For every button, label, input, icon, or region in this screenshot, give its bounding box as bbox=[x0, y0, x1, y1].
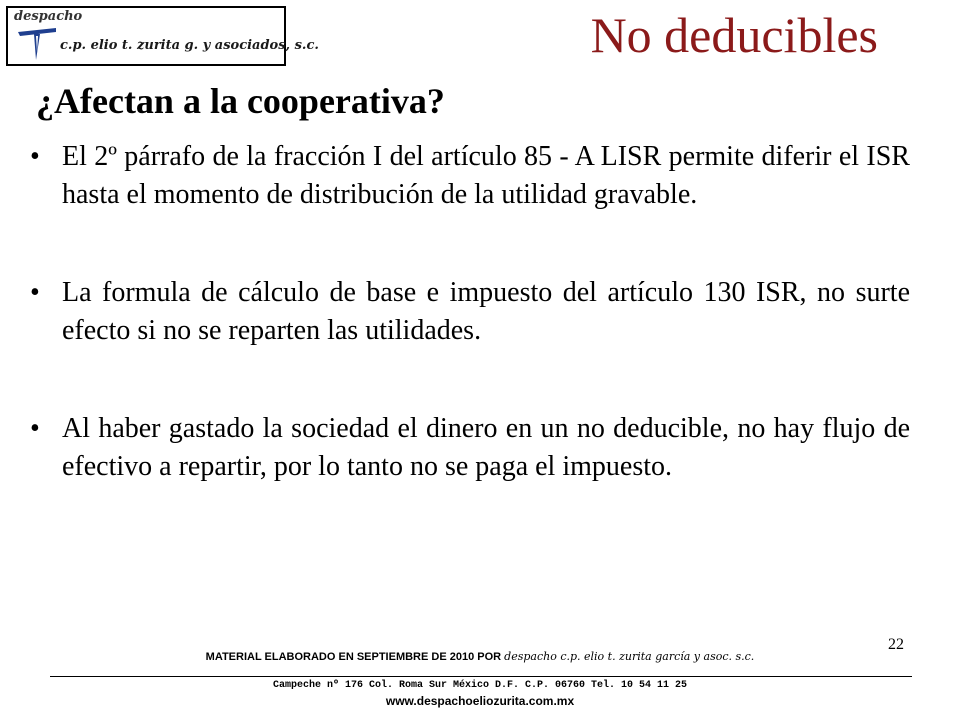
logo-firm-name: c.p. elio t. zurita g. y asociados, s.c. bbox=[60, 38, 319, 53]
footer-credit-firm: despacho c.p. elio t. zurita garcía y asoc. s.c. bbox=[504, 650, 755, 663]
bullet-list bbox=[30, 138, 910, 546]
footer-credit bbox=[0, 650, 960, 663]
bullet-marker: • bbox=[30, 277, 40, 308]
bullet-text: El 2º párrafo de la fracción I del artículo 85 - A LISR permite diferir el ISR hasta el momento de distribución de la utilidad gravable. bbox=[62, 141, 910, 210]
bullet-text: Al haber gastado la sociedad el dinero en un no deducible, no hay flujo de efectivo a repartir, por lo tanto no se paga el impuesto. bbox=[62, 413, 910, 482]
logo-emblem-icon bbox=[16, 26, 60, 62]
company-logo bbox=[6, 6, 319, 66]
bullet-item bbox=[30, 274, 910, 350]
slide-subtitle: ¿Afectan a la cooperativa? bbox=[36, 81, 445, 121]
page-number: 22 bbox=[888, 636, 904, 653]
footer-credit-text: MATERIAL ELABORADO EN SEPTIEMBRE DE 2010 POR bbox=[205, 651, 505, 663]
footer-address: Campeche nº 176 Col. Roma Sur México D.F. C.P. 06760 Tel. 10 54 11 25 bbox=[272, 680, 688, 691]
bullet-text: La formula de cálculo de base e impuesto del artículo 130 ISR, no surte efecto si no se reparten las utilidades. bbox=[62, 277, 910, 346]
footer-divider bbox=[50, 676, 912, 677]
bullet-marker: • bbox=[30, 413, 40, 444]
bullet-marker: • bbox=[30, 141, 40, 172]
bullet-item bbox=[30, 138, 910, 214]
footer-website-link[interactable]: www.despachoeliozurita.com.mx bbox=[385, 694, 575, 708]
slide-title: No deducibles bbox=[590, 7, 878, 63]
logo-wordmark: despacho bbox=[14, 9, 83, 24]
bullet-item bbox=[30, 410, 910, 486]
